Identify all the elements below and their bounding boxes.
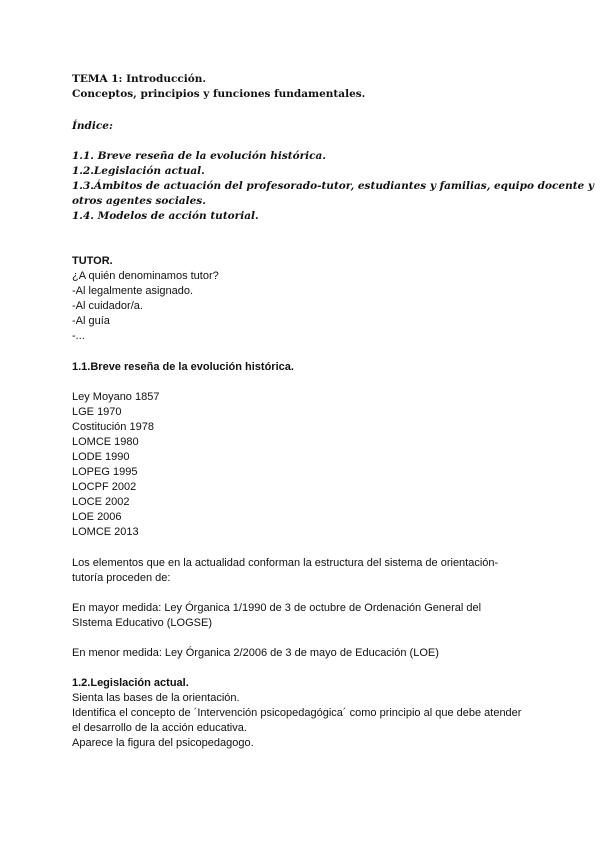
paragraph-structure — [72, 556, 498, 586]
topic-subtitle: Conceptos, principios y funciones fundamentales. — [72, 88, 366, 100]
tutor-line: ¿A quién denominamos tutor? — [72, 270, 219, 282]
paragraph-loe: En menor medida: Ley Órganica 2/2006 de 3 de mayo de Educación (LOE) — [72, 647, 439, 659]
laws-list — [72, 390, 159, 540]
law-item: LOCE 2002 — [72, 496, 130, 508]
tutor-line: -Al cuidador/a. — [72, 300, 143, 312]
paragraph-logse — [72, 601, 481, 631]
law-item: LOPEG 1995 — [72, 466, 138, 478]
topic-title: TEMA 1: Introducción. — [72, 73, 207, 85]
paragraph-line: Los elementos que en la actualidad conforman la estructura del sistema de orientación- — [72, 557, 499, 569]
section-1-2-body — [72, 691, 521, 751]
paragraph-line: En mayor medida: Ley Órganica 1/1990 de 3 de octubre de Ordenación General del — [72, 602, 482, 614]
index-item: 1.3.Ámbitos de actuación del profesorado-tutor, estudiantes y familias, equipo docente y — [72, 180, 594, 192]
tutor-heading: TUTOR. — [72, 255, 113, 267]
law-item: Ley Moyano 1857 — [72, 391, 160, 403]
law-item: LODE 1990 — [72, 451, 130, 463]
index-title: Índice: — [72, 120, 113, 132]
tutor-line: -Al legalmente asignado. — [72, 285, 194, 297]
index-item: 1.2.Legislación actual. — [72, 165, 205, 177]
paragraph-line: Aparece la figura del psicopedagogo. — [72, 737, 254, 749]
section-1-1-heading: 1.1.Breve reseña de la evolución histórica. — [72, 361, 294, 373]
law-item: LOCPF 2002 — [72, 481, 137, 493]
paragraph-line: SIstema Educativo (LOGSE) — [72, 617, 212, 629]
law-item: LOE 2006 — [72, 511, 122, 523]
tutor-lines — [72, 269, 219, 344]
index-item: 1.4. Modelos de acción tutorial. — [72, 210, 259, 222]
law-item: LOMCE 2013 — [72, 526, 139, 538]
index-item: 1.1. Breve reseña de la evolución histórica. — [72, 150, 326, 162]
paragraph-line: Identifica el concepto de ´Intervención psicopedagógica´ como principio al que debe atender — [72, 707, 522, 719]
paragraph-line: tutoría proceden de: — [72, 572, 171, 584]
section-1-2-heading: 1.2.Legislación actual. — [72, 677, 189, 689]
paragraph-line: el desarrollo de la acción educativa. — [72, 722, 247, 734]
index-list — [72, 149, 594, 224]
paragraph-line: Sienta las bases de la orientación. — [72, 692, 240, 704]
title-block — [72, 72, 365, 102]
law-item: Costitución 1978 — [72, 421, 154, 433]
law-item: LGE 1970 — [72, 406, 122, 418]
tutor-line: -Al guía — [72, 315, 110, 327]
law-item: LOMCE 1980 — [72, 436, 139, 448]
index-item: otros agentes sociales. — [72, 195, 206, 207]
tutor-line: -... — [72, 330, 85, 342]
